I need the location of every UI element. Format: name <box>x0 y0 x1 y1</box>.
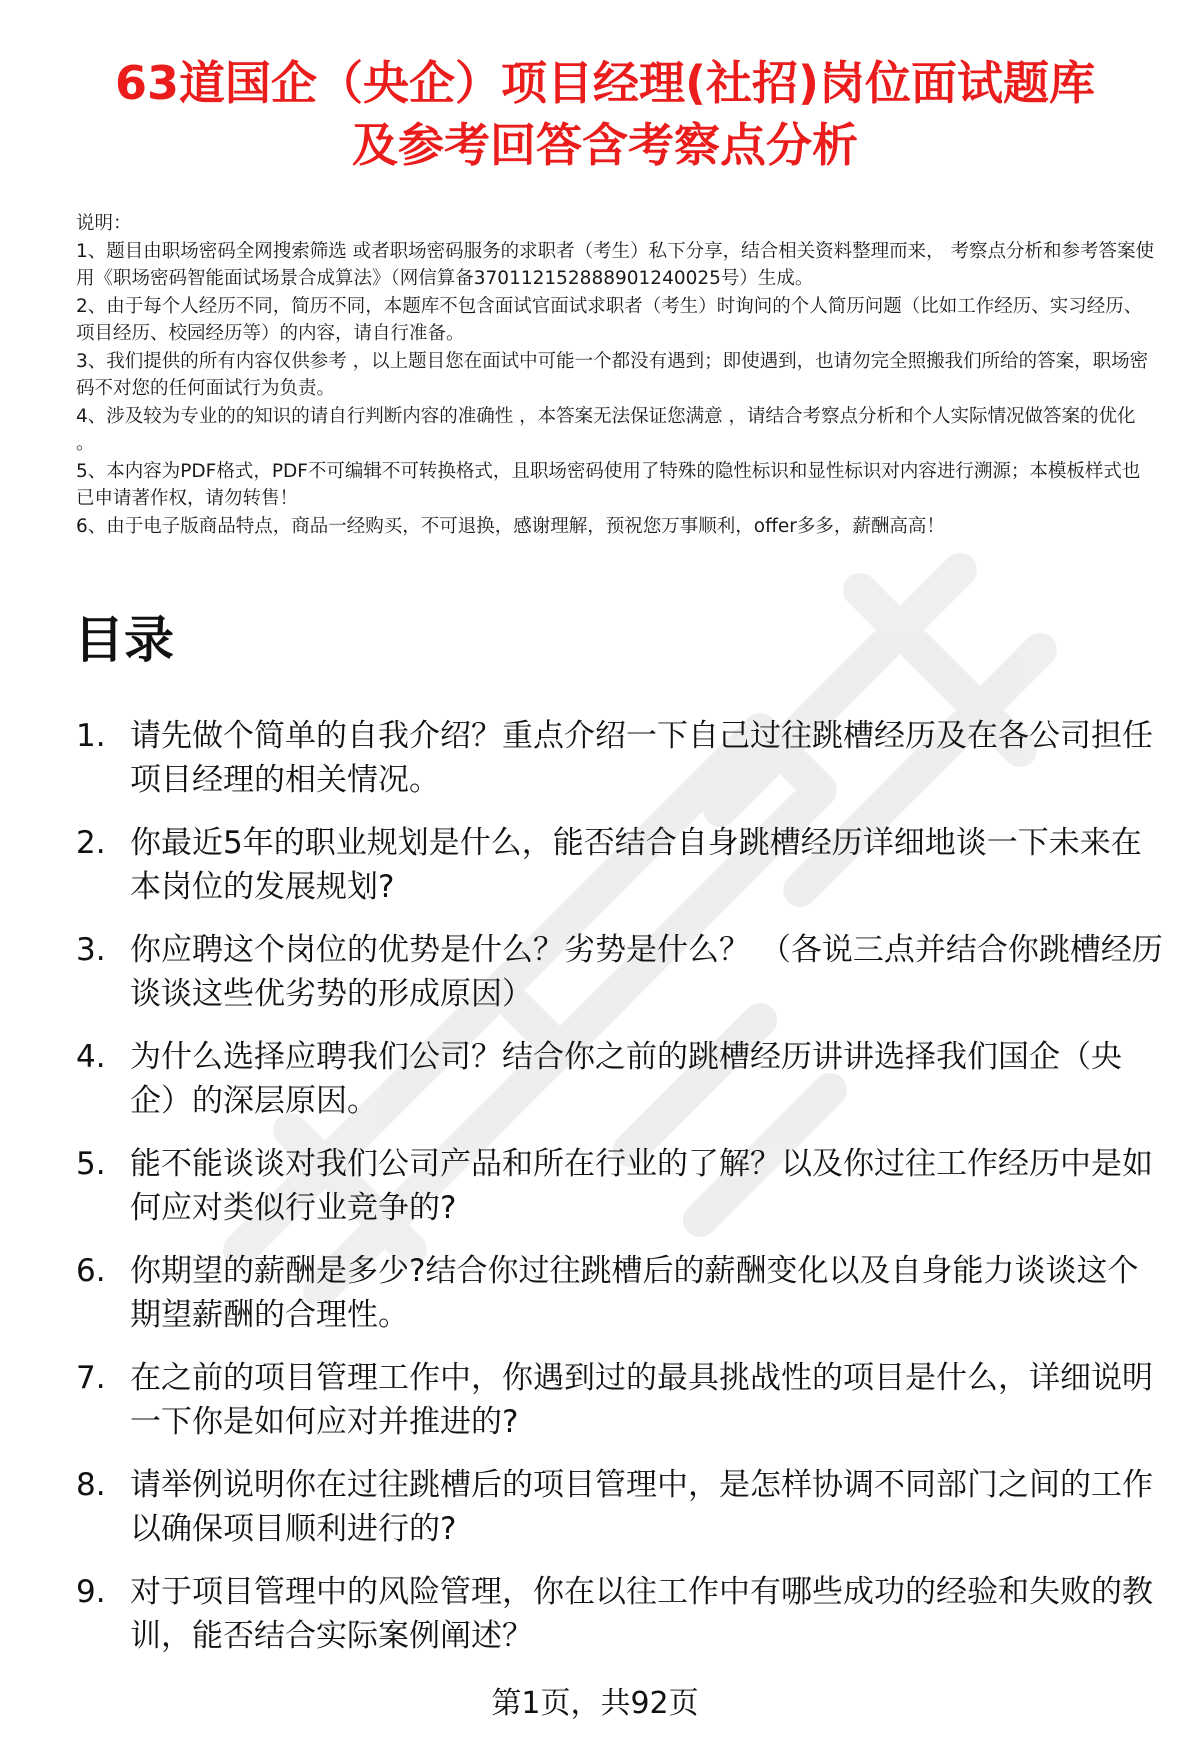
notes-item: 2、由于每个人经历不同，简历不同，本题库不包含面试官面试求职者（考生）时询问的个人简历问题（比如工作经历、实习经历、项目经历、校园经历等）的内容，请自行准备。 <box>76 295 1143 344</box>
notes-section <box>76 210 1156 540</box>
notes-item: 1、题目由职场密码全网搜索筛选 或者职场密码服务的求职者（考生）私下分享，结合相关资料整理而来， 考察点分析和参考答案使用《职场密码智能面试场景合成算法》（网信算备370112152888901240025号）生成。 <box>76 240 1155 289</box>
title-line-1: 63道国企（央企）项目经理(社招)岗位面试题库 <box>114 56 1096 110</box>
toc-item-text: 对于项目管理中的风险管理，你在以往工作中有哪些成功的经验和失败的教训，能否结合实际案例阐述？ <box>130 1574 1153 1654</box>
toc-item[interactable] <box>76 714 1166 802</box>
notes-item: 3、我们提供的所有内容仅供参考 ，以上题目您在面试中可能一个都没有遇到；即使遇到，也请勿完全照搬我们所给的答案，职场密码不对您的任何面试行为负责。 <box>76 350 1149 399</box>
toc-item[interactable] <box>76 1249 1166 1337</box>
toc-item[interactable] <box>76 928 1166 1016</box>
toc-list <box>76 714 1166 1677</box>
notes-item: 4、涉及较为专业的的知识的请自行判断内容的准确性 ，本答案无法保证您满意 ，请结合考察点分析和个人实际情况做答案的优化 。 <box>76 405 1136 454</box>
toc-item-number: 6. <box>76 1253 106 1289</box>
toc-item[interactable] <box>76 1463 1166 1551</box>
toc-item-number: 1. <box>76 718 106 754</box>
toc-item-text: 你最近5年的职业规划是什么，能否结合自身跳槽经历详细地谈一下未来在本岗位的发展规划? <box>130 825 1142 905</box>
toc-item-text: 请举例说明你在过往跳槽后的项目管理中，是怎样协调不同部门之间的工作以确保项目顺利进行的? <box>130 1467 1153 1547</box>
toc-item-text: 你期望的薪酬是多少?结合你过往跳槽后的薪酬变化以及自身能力谈谈这个期望薪酬的合理性。 <box>130 1253 1139 1333</box>
toc-item-text: 请先做个简单的自我介绍？重点介绍一下自己过往跳槽经历及在各公司担任项目经理的相关情况。 <box>130 718 1153 798</box>
document-title <box>40 52 1170 176</box>
toc-item[interactable] <box>76 1570 1166 1658</box>
title-line-2: 及参考回答含考察点分析 <box>352 118 858 172</box>
toc-item-number: 5. <box>76 1146 106 1182</box>
toc-item-number: 8. <box>76 1467 106 1503</box>
notes-item: 6、由于电子版商品特点，商品一经购买，不可退换，感谢理解，预祝您万事顺利，offer多多，薪酬高高！ <box>76 515 945 537</box>
toc-item-number: 7. <box>76 1360 106 1396</box>
notes-heading: 说明： <box>76 213 132 234</box>
toc-item-text: 为什么选择应聘我们公司？结合你之前的跳槽经历讲讲选择我们国企（央企）的深层原因。 <box>130 1039 1122 1119</box>
page-footer: 第1页，共92页 <box>491 1686 699 1721</box>
notes-item: 5、本内容为PDF格式，PDF不可编辑不可转换格式，且职场密码使用了特殊的隐性标识和显性标识对内容进行溯源；本模板样式也已申请著作权，请勿转售！ <box>76 460 1141 509</box>
toc-item[interactable] <box>76 1142 1166 1230</box>
toc-item-text: 在之前的项目管理工作中，你遇到过的最具挑战性的项目是什么，详细说明一下你是如何应对并推进的? <box>130 1360 1153 1440</box>
toc-item-text: 能不能谈谈对我们公司产品和所在行业的了解？以及你过往工作经历中是如何应对类似行业竞争的? <box>130 1146 1153 1226</box>
toc-item-number: 2. <box>76 825 106 861</box>
toc-item[interactable] <box>76 821 1166 909</box>
toc-item[interactable] <box>76 1035 1166 1123</box>
toc-heading: 目录 <box>74 611 174 669</box>
toc-item-number: 3. <box>76 932 106 968</box>
toc-item-number: 4. <box>76 1039 106 1075</box>
toc-item[interactable] <box>76 1356 1166 1444</box>
toc-item-text: 你应聘这个岗位的优势是什么？劣势是什么？ （各说三点并结合你跳槽经历谈谈这些优劣势的形成原因） <box>130 932 1163 1012</box>
toc-item-number: 9. <box>76 1574 106 1610</box>
